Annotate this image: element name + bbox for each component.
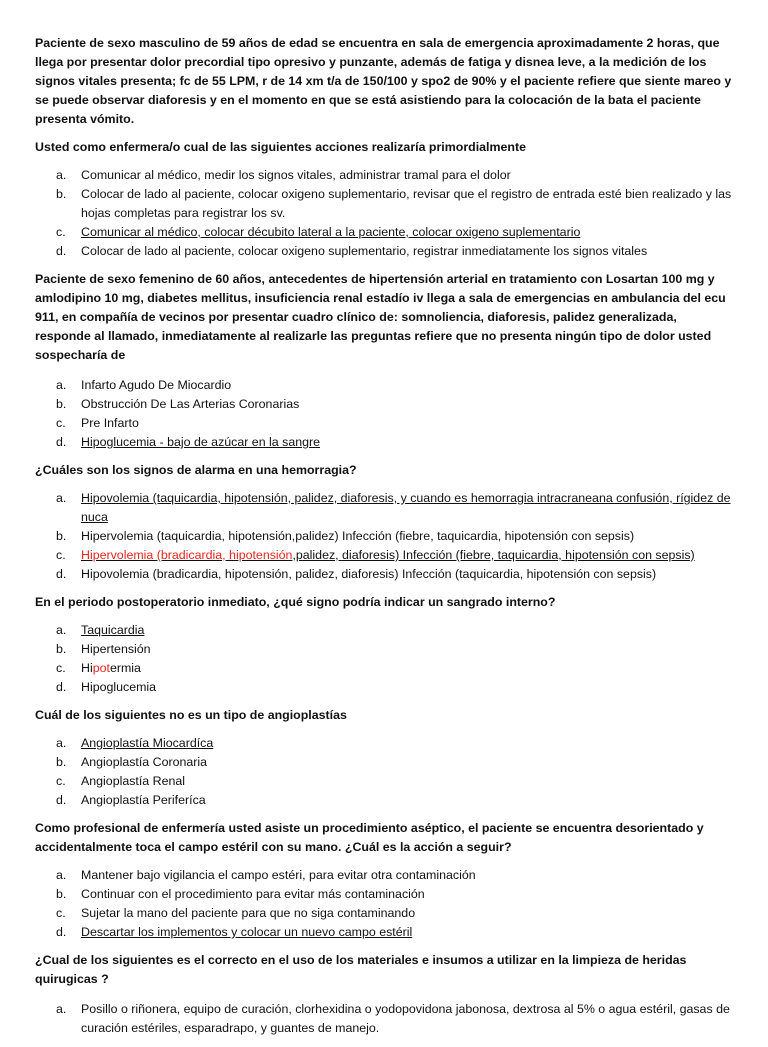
q4-option-a: a. Taquicardia [56,623,145,637]
q6-option-d: d. Descartar los implementos y colocar un nuevo campo estéril [56,925,413,939]
q5-option-b: b. Angioplastía Coronaria [56,755,208,769]
q2-option-b: b. Obstrucción De Las Arterias Coronarias [56,397,300,411]
q5-question: Cuál de los siguientes no es un tipo de angioplastías [35,708,347,722]
red-highlight-text: pot [92,661,110,675]
q3-options [35,489,735,584]
selected-answer: Descartar los implementos y colocar un nuevo campo estéril [81,925,413,939]
selected-answer: Hipoglucemia - bajo de azúcar en la sangre [81,435,321,449]
selected-answer: Hipovolemia (taquicardia, hipotensión, palidez, diaforesis, y cuando es hemorragia intracraneana confusión, rígidez de nuca [81,491,731,524]
q3-option-c: c. Hipervolemia (bradicardia, hipotensión,palidez, diaforesis) Infección (fiebre, taquicardia, hipotensión con sepsis) [56,548,695,562]
q2-option-c: c. Pre Infarto [56,416,139,430]
q6-option-a: a. Mantener bajo vigilancia el campo estéri, para evitar otra contaminación [56,868,476,882]
q4-option-c: c. Hipotermia [56,661,141,675]
q4-options [35,621,735,697]
q5-option-d: d. Angioplastía Periferíca [56,793,206,807]
document-page [35,34,735,1047]
q5-option-c: c. Angioplastía Renal [56,774,186,788]
q3-option-b: b. Hipervolemia (taquicardia, hipotensión,palidez) Infección (fiebre, taquicardia, hipotensión con sepsis) [56,529,635,543]
q3-option-a: a. Hipovolemia (taquicardia, hipotensión, palidez, diaforesis, y cuando es hemorragia intracraneana confusión, rígidez de nuca [56,491,731,524]
q1-option-a: a. Comunicar al médico, medir los signos vitales, administrar tramal para el dolor [56,168,511,182]
q6-question: Como profesional de enfermería usted asiste un procedimiento aséptico, el paciente se encuentra desorientado y accidentalmente toca el campo estéril con su mano. ¿Cuál es la acción a seguir? [35,821,704,854]
selected-answer: Comunicar al médico, colocar décubito lateral a la paciente, colocar oxigeno suplementario [81,225,581,239]
q1-option-b: b. Colocar de lado al paciente, colocar oxigeno suplementario, revisar que el registro de entrada esté bien realizado y las hojas completas para registrar los sv. [56,187,732,220]
q5-option-a: a. Angioplastía Miocardíca [56,736,214,750]
q1-question: Usted como enfermera/o cual de las siguientes acciones realizaría primordialmente [35,140,526,154]
q3-option-d: d. Hipovolemia (bradicardia, hipotensión, palidez, diaforesis) Infección (taquicardia, hipotensión con sepsis) [56,567,657,581]
q2-stem: Paciente de sexo femenino de 60 años, antecedentes de hipertensión arterial en tratamiento con Losartan 100 mg y amlodipino 10 mg, diabetes mellitus, insuficiencia renal estadío iv llega a sala de emergencias en ambulancia del ecu 911, en compañía de vecinos por presentar cuadro clínico de: somnoliencia, diaforesis, palidez generalizada, responde al llamado, inmediatamente al realizarle las preguntas refiere que no presenta ningún tipo de dolor usted sospecharía de [35,272,726,362]
q3-question: ¿Cuáles son los signos de alarma en una hemorragia? [35,463,357,477]
q2-option-d: d. Hipoglucemia - bajo de azúcar en la sangre [56,435,321,449]
q1-options [35,166,735,261]
q6-options [35,866,735,942]
red-highlight-text: Hipervolemia (bradicardia, hipotensión [81,548,293,562]
q2-options [35,376,735,452]
q4-question: En el periodo postoperatorio inmediato, ¿qué signo podría indicar un sangrado interno? [35,595,556,609]
q5-options [35,734,735,810]
selected-answer: Angioplastía Miocardíca [81,736,214,750]
q1-stem: Paciente de sexo masculino de 59 años de edad se encuentra en sala de emergencia aproximadamente 2 horas, que llega por presentar dolor precordial tipo opresivo y punzante, además de fatiga y disnea leve, a la medición de los signos vitales presenta; fc de 55 LPM, r de 14 xm t/a de 150/100 y spo2 de 90% y el paciente refiere que siente mareo y se puede observar diaforesis y en el momento en que se está asistiendo para la colocación de la bata el paciente presenta vómito. [35,36,732,126]
selected-answer: Taquicardia [81,623,145,637]
q7-option-a: a. Posillo o riñonera, equipo de curación, clorhexidina o yodopovidona jabonosa, dextrosa al 5% o agua estéril, gasas de curación estériles, esparadrapo, y guantes de manejo. [56,1002,730,1035]
q2-option-a: a. Infarto Agudo De Miocardio [56,378,232,392]
q6-option-b: b. Continuar con el procedimiento para evitar más contaminación [56,887,425,901]
q7-options [35,1000,735,1038]
q7-question: ¿Cual de los siguientes es el correcto en el uso de los materiales e insumos a utilizar en la limpieza de heridas quirugicas ? [35,953,687,986]
q4-option-b: b. Hipertensión [56,642,151,656]
q6-option-c: c. Sujetar la mano del paciente para que no siga contaminando [56,906,416,920]
q4-option-d: d. Hipoglucemia [56,680,157,694]
q1-option-d: d. Colocar de lado al paciente, colocar oxigeno suplementario, registrar inmediatamente los signos vitales [56,244,648,258]
q1-option-c: c. Comunicar al médico, colocar décubito lateral a la paciente, colocar oxigeno suplementario [56,225,581,239]
